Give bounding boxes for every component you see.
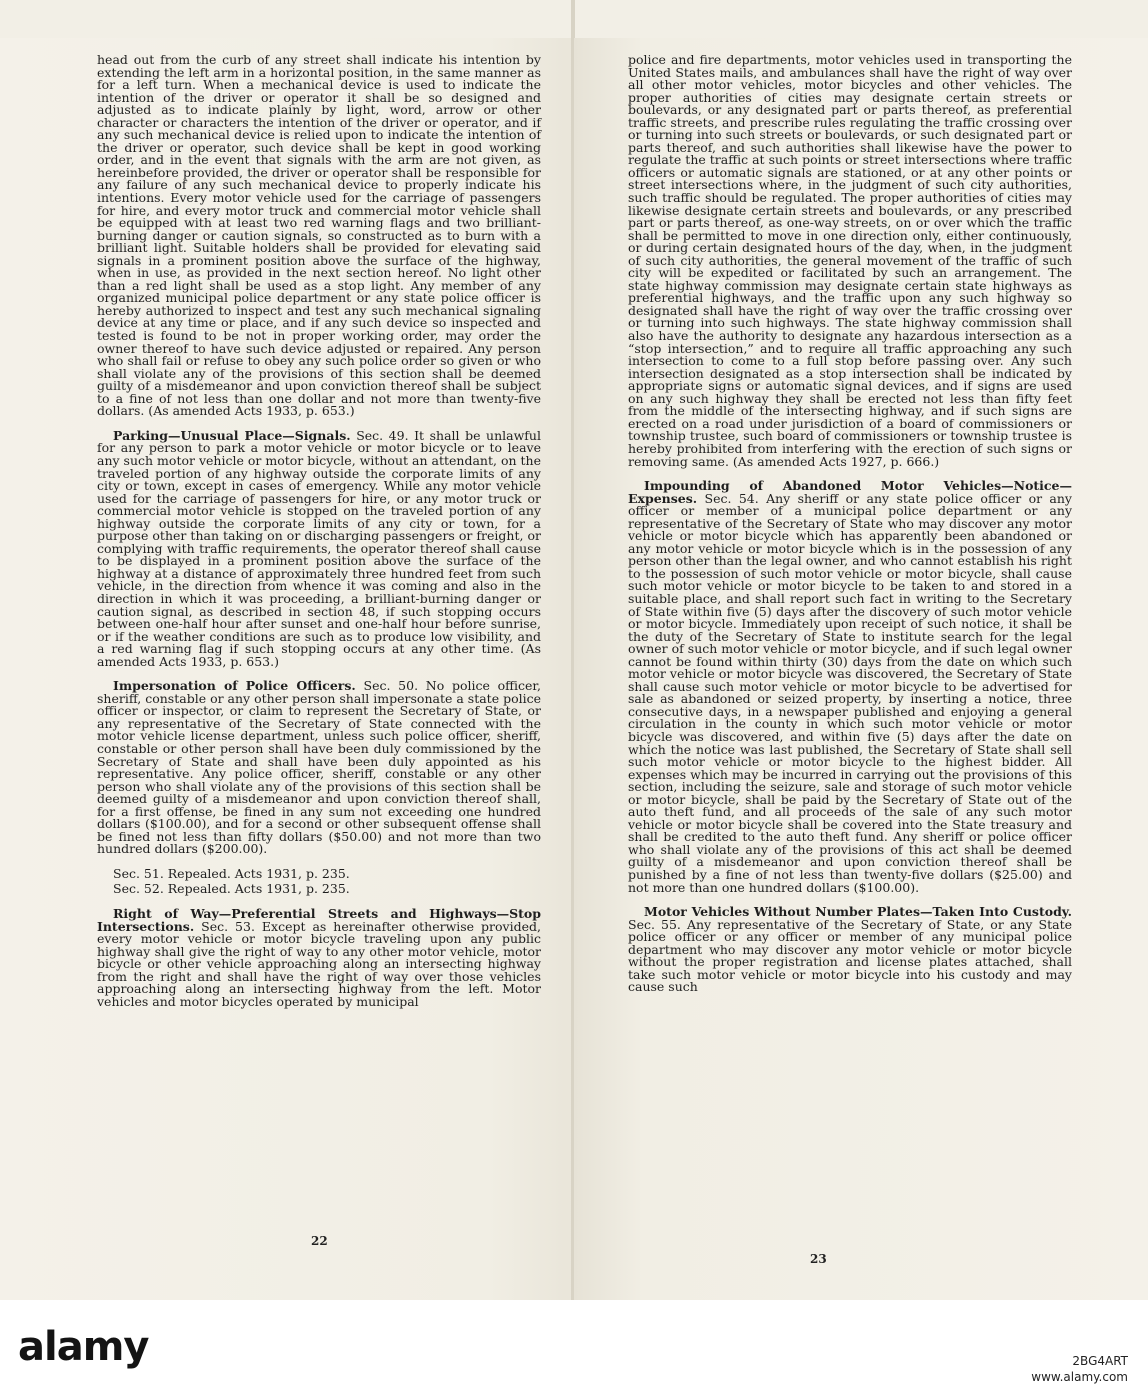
section-54 (628, 480, 1072, 894)
watermark-url: www.alamy.com (1031, 1370, 1128, 1384)
page-number-left: 22 (311, 1234, 328, 1248)
image-id-label: 2BG4ART (1072, 1354, 1128, 1368)
section-55 (628, 906, 1072, 994)
section-55-heading: Motor Vehicles Without Number Plates—Taken Into Custody. (644, 904, 1072, 920)
right-page (574, 38, 1148, 1300)
section-51: Sec. 51. Repealed. Acts 1931, p. 235. (113, 865, 350, 881)
section-55-body: Sec. 55. Any representative of the Secretary of State, or any State police officer or any officer or member of any municipal police department who may discover any motor vehicle or motor bicycle without the proper registration and license plates attached, shall take such motor vehicle or motor bicycle into his custody and may cause such (628, 916, 1072, 995)
section-53-heading: Right of Way—Preferential Streets and Highways—Stop Intersections. (97, 906, 541, 934)
page-number-right: 23 (810, 1252, 827, 1266)
right-opening-paragraph: police and fire departments, motor vehicles used in transporting the United States mails, and ambulances shall have the right of way over all other motor vehicles, motor bicycles and other vehicles. The proper authorities of cities may designate certain streets or boulevards, or any designated part or parts thereof, as preferential traffic streets, and prescribe rules regulating the traffic crossing over or turning into such streets or boulevards, or such designated part or parts thereof, and such authorities shall likewise have the power to regulate the traffic at such points or street intersections where traffic officers or automatic signals are stationed, or at any other points or street intersections where, in the judgment of such city authorities, such traffic should be regulated. The proper authorities of cities may likewise designate certain streets and boulevards, or any prescribed part or parts thereof, as one-way streets, on or over which the traffic shall be permitted to move in one direction only, either continuously, or during certain designated hours of the day, when, in the judgment of such city authorities, the general movement of the traffic of such city will be expedited or facilitated by such an arrangement. The state highway commission may designate certain state highways as preferential highways, and the traffic upon any such highway so designated shall have the right of way over the traffic crossing over or turning into such highways. The state highway commission shall also have the authority to designate any hazardous intersection as a “stop intersection,” and to require all traffic approaching any such intersection to come to a full stop before passing over. Any such intersection designated as a stop intersection shall be indicated by appropriate signs or automatic signal devices, and if signs are used on any such highway they shall be erected not less than fifty feet from the middle of the intersecting highway, and if such signs are erected on a road under jurisdiction of a board of commissioners or township trustee, such board of commissioners or township trustee is hereby prohibited from interfering with the erection of such signs or removing same. (As amended Acts 1927, p. 666.) (628, 52, 1072, 469)
left-text-column (97, 54, 541, 1008)
section-53 (97, 908, 541, 1008)
left-page (0, 38, 574, 1300)
section-50-body: Sec. 50. No police officer, sheriff, constable or any other person shall impersonate a state police officer or inspector, or claim to represent the Secretary of State, or any representative of the Secretary of State connected with the motor vehicle license department, unless such police officer, sheriff, constable or other person shall have been duly commissioned by the Secretary of State and shall have been duly appointed as his representative. Any police officer, sheriff, constable or any other person who shall violate any of the provisions of this section shall be deemed guilty of a misdemeanor and upon conviction thereof shall, for a first offense, be fined in any sum not exceeding one hundred dollars ($100.00), and for a second or other subsequent offense shall be fined not less than fifty dollars ($50.00) and not more than two hundred dollars ($200.00). (97, 678, 541, 857)
section-52: Sec. 52. Repealed. Acts 1931, p. 235. (113, 881, 350, 897)
section-50-heading: Impersonation of Police Officers. (113, 678, 356, 694)
section-54-body: Sec. 54. Any sheriff or any state police officer or any officer or member of a municipal police department or any representative of the Secretary of State who may discover any motor vehicle or motor bicycle which has apparently been abandoned or any motor vehicle or motor bicycle which is in the possession of any person other than the legal owner, and who cannot establish his right to the possession of such motor vehicle or motor bicycle, shall cause such motor vehicle or motor bicycle to be taken to and stored in a suitable place, and shall report such fact in writing to the Secretary of State within five (5) days after the discovery of such motor vehicle or motor bicycle. Immediately upon receipt of such notice, it shall be the duty of the Secretary of State to institute search for the legal owner of such motor vehicle or motor bicycle, and if such legal owner cannot be found within thirty (30) days from the date on which such motor vehicle or motor bicycle was discovered, the Secretary of State shall cause such motor vehicle or motor bicycle to be advertised for sale as abandoned or seized property, by inserting a notice, three consecutive days, in a newspaper published and enjoying a general circulation in the county in which such motor vehicle or motor bicycle was discovered, and within five (5) days after the date on which the notice was last published, the Secretary of State shall sell such motor vehicle or motor bicycle to the highest bidder. All expenses which may be incurred in carrying out the provisions of this section, including the seizure, sale and storage of such motor vehicle or motor bicycle, shall be paid by the Secretary of State out of the auto theft fund, and all proceeds of the sale of any such motor vehicle or motor bicycle shall be covered into the State treasury and shall be credited to the auto theft fund. Any sheriff or police officer who shall violate any of the provisions of this act shall be deemed guilty of a misdemeanor and upon conviction thereof shall be punished by a fine of not less than twenty-five dollars ($25.00) and not more than one hundred dollars ($100.00). (628, 490, 1072, 895)
alamy-logo: alamy (18, 1324, 149, 1370)
section-50 (97, 680, 541, 856)
section-53-body: Sec. 53. Except as hereinafter otherwise provided, every motor vehicle or motor bicycle traveling upon any public highway shall give the right of way to any other motor vehicle, motor bicycle or other vehicle approaching along an intersecting highway from the right and shall have the right of way over those vehicles approaching along an intersecting highway from the left. Motor vehicles and motor bicycles operated by municipal (97, 918, 541, 1009)
section-54-heading: Impounding of Abandoned Motor Vehicles—Notice—Expenses. (628, 478, 1072, 506)
left-opening-paragraph: head out from the curb of any street shall indicate his intention by extending the left arm in a horizontal position, in the same manner as for a left turn. When a mechanical device is used to indicate the intention of the driver or operator it shall be so designed and adjusted as to indicate plainly by light, word, arrow or other character or characters the intention of the driver or operator, and if any such mechanical device is relied upon to indicate the intention of the driver or operator, such device shall be kept in good working order, and in the event that signals with the arm are not given, as hereinbefore provided, the driver or operator shall be responsible for any failure of any such mechanical device to properly indicate his intentions. Every motor vehicle used for the carriage of passengers for hire, and every motor truck and commercial motor vehicle shall be equipped with at least two red warning flags and two brilliant-burning danger or caution signals, so constructed as to burn with a brilliant light. Suitable holders shall be provided for elevating said signals in a prominent position above the surface of the highway, when in use, as provided in the next section hereof. No light other than a red light shall be used as a stop light. Any member of any organized municipal police department or any state police officer is hereby authorized to inspect and test any such mechanical signaling device at any time or place, and if any such device so inspected and tested is found to be not in proper working order, may order the owner thereof to have such device adjusted or repaired. Any person who shall fail or refuse to obey any such police order so given or who shall violate any of the provisions of this section shall be deemed guilty of a misdemeanor and upon conviction thereof shall be subject to a fine of not less than one dollar and not more than twenty-five dollars. (As amended Acts 1933, p. 653.) (97, 52, 541, 419)
section-49 (97, 427, 541, 669)
section-49-heading: Parking—Unusual Place—Signals. (113, 427, 351, 443)
right-text-column (628, 54, 1072, 994)
stock-watermark-bar (0, 1300, 1148, 1390)
section-49-body: Sec. 49. It shall be unlawful for any person to park a motor vehicle or motor bicycle or to leave any such motor vehicle or motor bicycle, without an attendant, on the traveled portion of any highway outside the corporate limits of any city or town, except in cases of emergency. While any motor vehicle used for the carriage of passengers for hire, or any motor truck or commercial motor vehicle is stopped on the traveled portion of any highway outside the corporate limits of any city or town, for a purpose other than taking on or discharging passengers or freight, or complying with traffic requirements, the operator thereof shall cause to be displayed in a prominent position above the surface of the highway at a distance of approximately three hundred feet from such vehicle, in the direction from whence it was coming and also in the direction in which it was proceeding, a brilliant-burning danger or caution signal, as described in section 48, if such stopping occurs between one-half hour after sunset and one-half hour before sunrise, or if the weather conditions are such as to produce low visibility, and a red warning flag if such stopping occurs at any other time. (As amended Acts 1933, p. 653.) (97, 427, 541, 669)
